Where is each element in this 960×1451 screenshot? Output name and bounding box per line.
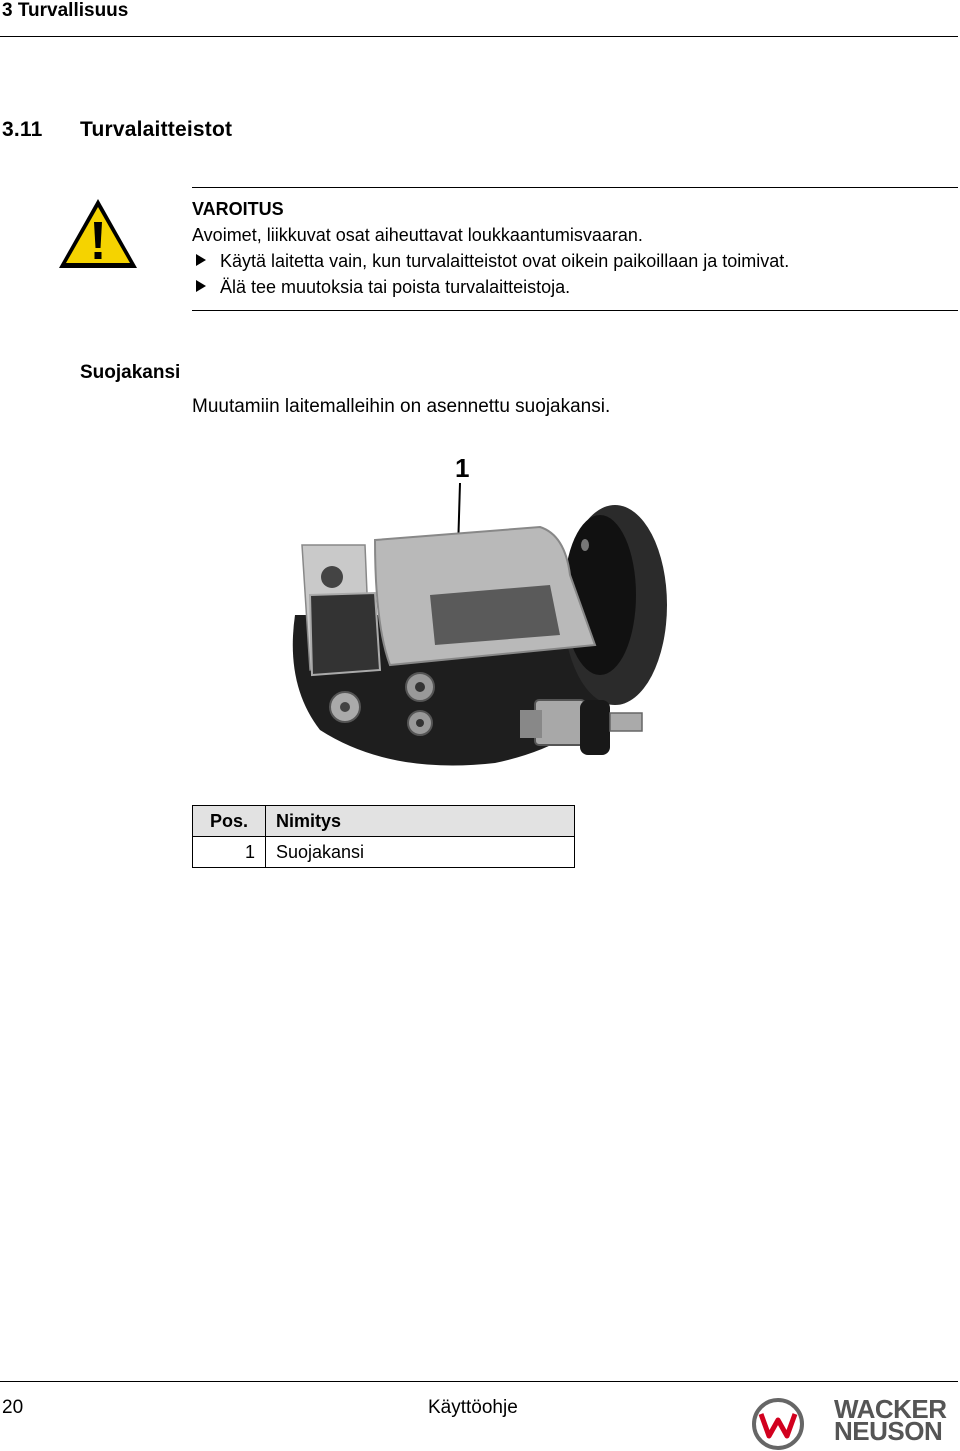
figure-callout: 1 <box>455 453 470 483</box>
column-header-name: Nimitys <box>266 806 575 837</box>
parts-table <box>192 805 575 868</box>
table-cell-name: Suojakansi <box>266 837 575 868</box>
brand-line-1: WACKER <box>834 1394 947 1424</box>
section-title <box>2 118 232 142</box>
warning-bullet <box>192 248 789 274</box>
warning-bullet <box>192 274 789 300</box>
footer-rule <box>0 1381 958 1382</box>
table-row <box>193 837 575 868</box>
warning-box <box>192 196 789 300</box>
warning-heading: VAROITUS <box>192 199 284 219</box>
protective-cover-figure <box>280 445 700 785</box>
body-text: Muutamiin laitemalleihin on asennettu suojakansi. <box>192 396 611 417</box>
warning-bullet-text: Älä tee muutoksia tai poista turvalaitteistoja. <box>220 277 571 297</box>
warning-triangle-icon <box>56 196 140 272</box>
warning-bottom-rule <box>192 310 958 311</box>
brand-line-2: NEUSON <box>834 1416 943 1446</box>
brand-wordmark <box>834 1394 947 1446</box>
section-number: 3.11 <box>2 118 43 141</box>
bullet-triangle-icon <box>196 254 206 266</box>
warning-top-rule <box>192 187 958 188</box>
table-cell-pos: 1 <box>193 837 266 868</box>
table-header-row <box>193 806 575 837</box>
column-header-pos: Pos. <box>193 806 266 837</box>
bullet-triangle-icon <box>196 280 206 292</box>
section-title-text: Turvalaitteistot <box>80 118 233 141</box>
footer-title: Käyttöohje <box>428 1397 518 1418</box>
warning-text: Avoimet, liikkuvat osat aiheuttavat loukkaantumisvaaran. <box>192 225 643 245</box>
wacker-logo-icon <box>752 1398 804 1450</box>
chapter-header: 3 Turvallisuus <box>2 0 129 21</box>
side-heading: Suojakansi <box>80 362 181 383</box>
page-number: 20 <box>2 1397 24 1418</box>
warning-bullet-text: Käytä laitetta vain, kun turvalaitteistot ovat oikein paikoillaan ja toimivat. <box>220 251 790 271</box>
header-rule <box>0 36 958 37</box>
